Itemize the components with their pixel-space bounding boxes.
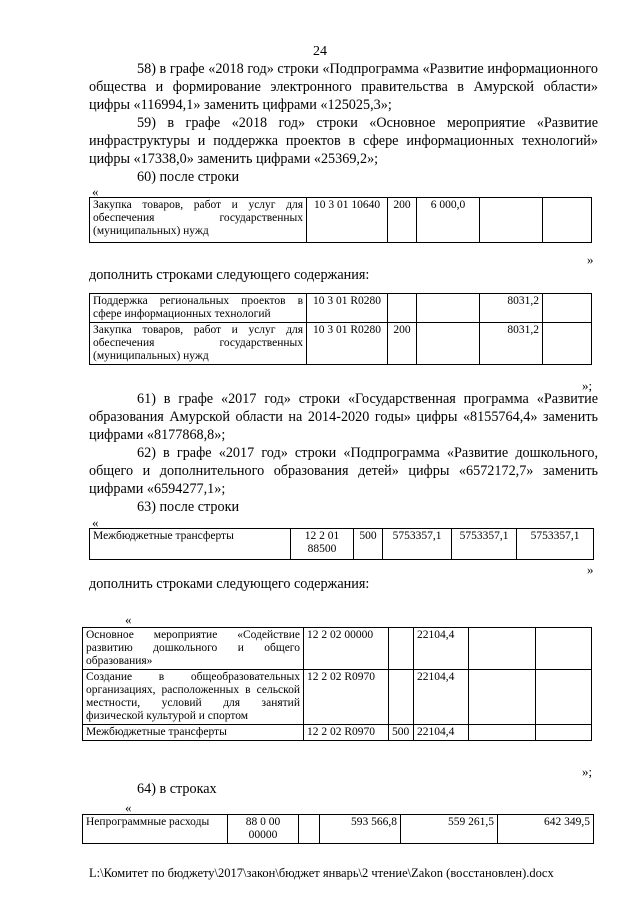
table-4 [82,627,592,741]
paragraph-58: 58) в графе «2018 год» строки «Подпрограмма «Развитие информационного общества и формирование электронного правительства в Амурской области» цифры «116994,1» заменить цифрами «125025,3»; [89,61,598,113]
add-rows-label-2: дополнить строками следующего содержания: [89,576,370,592]
footer-file-path: L:\Комитет по бюджету\2017\закон\бюджет январь\2 чтение\Zakon (восстановлен).docx [89,866,554,880]
table-row: Создание в общеобразовательных организациях, расположенных в сельской местности, условий для занятий физической культурой и спортом 12 2 02 R0970 22104,4 [83,670,592,725]
paragraph-59: 59) в графе «2018 год» строки «Основное мероприятие «Развитие инфраструктуры и поддержка проектов в сфере информационных технологий» цифры «17338,0» заменить цифрами «25369,2»; [89,115,598,167]
table-row: Межбюджетные трансферты 12 2 02 R0970 500 22104,4 [83,725,592,741]
page-number: 24 [313,44,327,59]
paragraph-64: 64) в строках [137,781,217,797]
close-quote: » [587,252,594,267]
open-quote: « [92,515,99,530]
table-row: Закупка товаров, работ и услуг для обеспечения государственных (муниципальных) нужд 10 3 01 R0280 200 8031,2 [90,323,592,365]
close-quote-semi: »; [582,378,593,393]
paragraph-61: 61) в графе «2017 год» строки «Государственная программа «Развитие образования Амурской области на 2014-2020 годы» цифры «8155764,4» заменить цифрами «8177868,8»; [89,391,598,443]
close-quote-semi: »; [582,764,593,779]
table-1 [89,197,592,243]
table-row: Непрограммные расходы 88 0 00 00000 593 566,8 559 261,5 642 349,5 [83,815,594,844]
add-rows-label-1: дополнить строками следующего содержания: [89,267,370,283]
close-quote: » [587,562,594,577]
paragraph-62: 62) в графе «2017 год» строки «Подпрограмма «Развитие дошкольного, общего и дополнительного образования детей» цифры «6572172,7» заменить цифрами «6594277,1»; [89,445,598,497]
open-quote: « [92,184,99,199]
table-5 [82,814,594,844]
open-quote: « [125,612,132,627]
table-row: Закупка товаров, работ и услуг для обеспечения государственных (муниципальных) нужд 10 3 01 10640 200 6 000,0 [90,198,592,243]
paragraph-63: 63) после строки [137,499,240,515]
table-row: Межбюджетные трансферты 12 2 01 88500 500 5753357,1 5753357,1 5753357,1 [90,529,594,560]
table-2 [89,293,592,365]
table-3 [89,528,594,560]
paragraph-60: 60) после строки [137,169,240,185]
table-row: Поддержка региональных проектов в сфере информационных технологий 10 3 01 R0280 8031,2 [90,294,592,323]
open-quote: « [125,800,132,815]
table-row: Основное мероприятие «Содействие развитию дошкольного и общего образования» 12 2 02 00000 22104,4 [83,628,592,670]
